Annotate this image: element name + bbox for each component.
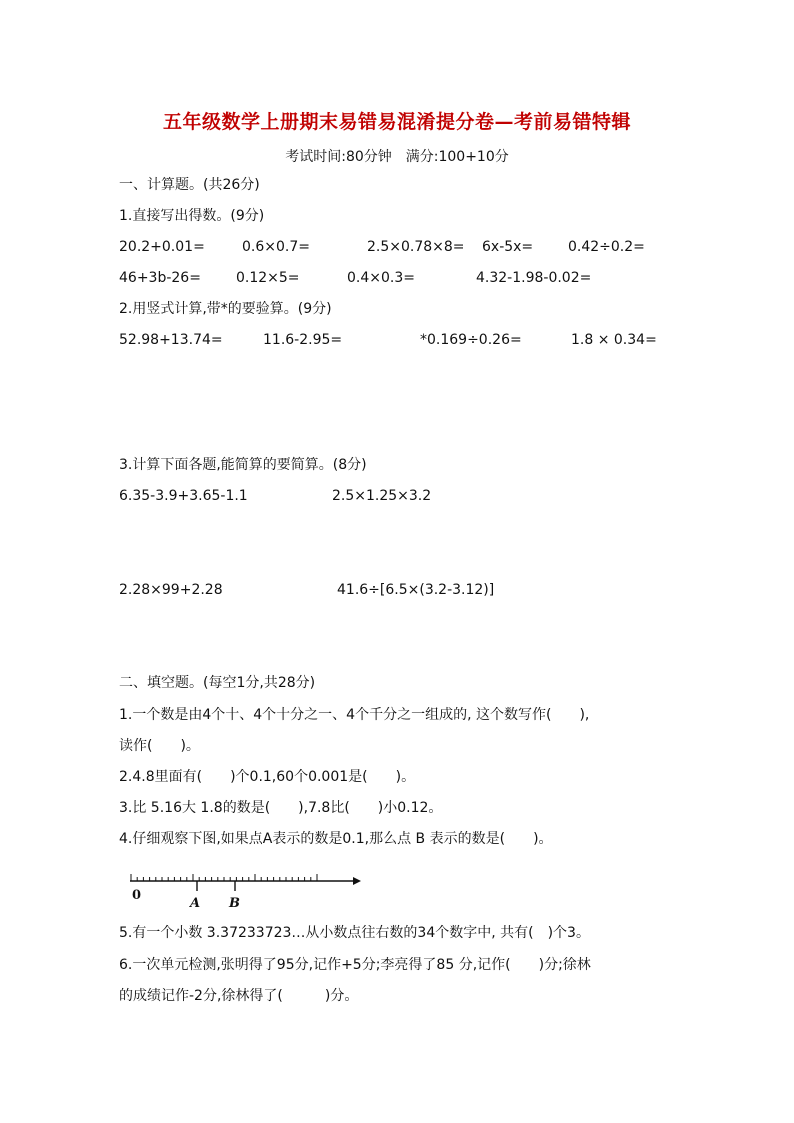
fill-q1: 1.一个数是由4个十、4个十分之一、4个千分之一组成的, 这个数写作( ), <box>119 707 590 723</box>
number-line-axis <box>130 877 361 885</box>
q3-item: 6.35-3.9+3.65-1.1 <box>119 488 248 504</box>
q3-item: 2.28×99+2.28 <box>119 582 223 598</box>
number-line-figure <box>127 866 363 910</box>
q2-item: 11.6-2.95= <box>263 332 343 348</box>
number-line-origin-label: 0 <box>132 888 142 903</box>
fill-q6: 6.一次单元检测,张明得了95分,记作+5分;李亮得了85 分,记作( )分;徐林 <box>119 957 591 973</box>
q1-item: 46+3b-26= <box>119 270 201 286</box>
q2-item: 1.8 × 0.34= <box>571 332 657 348</box>
q3-item: 2.5×1.25×3.2 <box>332 488 432 504</box>
section1-heading: 一、计算题。(共26分) <box>119 177 260 193</box>
q1-item: 2.5×0.78×8= <box>367 239 465 255</box>
q2-item: 52.98+13.74= <box>119 332 223 348</box>
fill-q1-cont: 读作( )。 <box>119 738 200 754</box>
q2-label: 2.用竖式计算,带*的要验算。(9分) <box>119 301 332 317</box>
fill-q3: 3.比 5.16大 1.8的数是( ),7.8比( )小0.12。 <box>119 800 443 816</box>
q1-item: 0.4×0.3= <box>347 270 415 286</box>
q1-item: 0.12×5= <box>236 270 300 286</box>
fill-q2: 2.4.8里面有( )个0.1,60个0.001是( )。 <box>119 769 416 785</box>
exam-score: 满分:100+10分 <box>405 149 509 165</box>
point-b-label: B <box>229 896 240 910</box>
fill-q6-cont: 的成绩记作-2分,徐林得了( )分。 <box>119 988 359 1004</box>
q1-item: 0.42÷0.2= <box>568 239 645 255</box>
number-line-ticks <box>131 874 317 881</box>
q1-item: 0.6×0.7= <box>242 239 310 255</box>
page-title: 五年级数学上册期末易错易混淆提分卷—考前易错特辑 <box>162 111 631 133</box>
section2-heading: 二、填空题。(每空1分,共28分) <box>119 675 316 691</box>
q3-item: 41.6÷[6.5×(3.2-3.12)] <box>337 582 495 598</box>
q1-item: 4.32-1.98-0.02= <box>476 270 592 286</box>
q1-item: 6x-5x= <box>482 239 534 255</box>
q3-label: 3.计算下面各题,能简算的要简算。(8分) <box>119 457 367 473</box>
q1-label: 1.直接写出得数。(9分) <box>119 208 265 224</box>
fill-q4: 4.仔细观察下图,如果点A表示的数是0.1,那么点 B 表示的数是( )。 <box>119 831 553 847</box>
exam-info <box>0 146 794 166</box>
point-a-label: A <box>190 896 201 910</box>
q1-item: 20.2+0.01= <box>119 239 205 255</box>
exam-time: 考试时间:80分钟 <box>285 149 392 165</box>
q2-item: *0.169÷0.26= <box>420 332 522 348</box>
fill-q5: 5.有一个小数 3.37233723…从小数点往右数的34个数字中, 共有( )个3。 <box>119 925 590 941</box>
